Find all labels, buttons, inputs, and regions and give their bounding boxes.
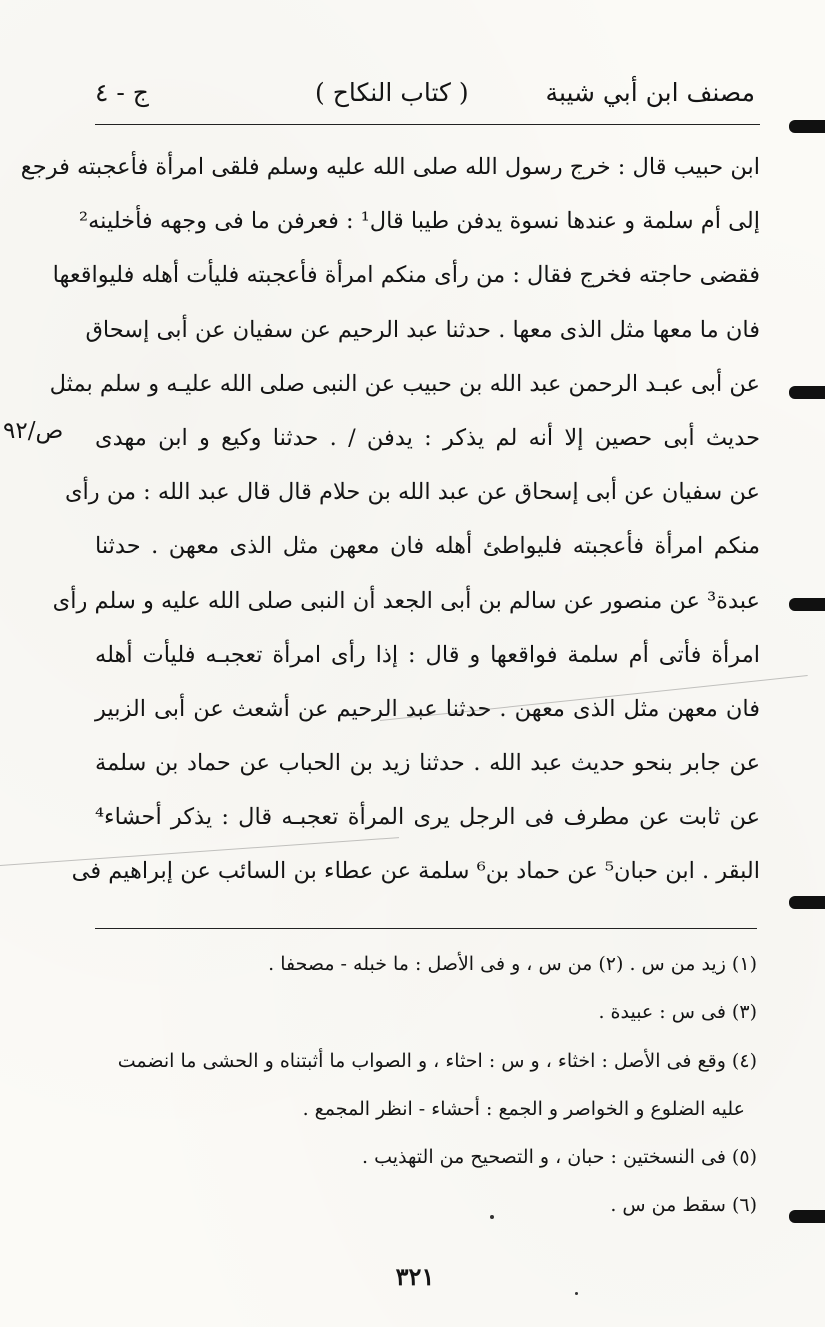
binding-mark (789, 896, 825, 909)
page-header (95, 78, 755, 118)
volume-number: ج - ٤ (95, 78, 149, 107)
text-line: حديث أبى حصين إلا أنه لم يذكر : يدفن / . حدثنا وكيع و ابن مهدى (95, 424, 760, 451)
footnotes (95, 940, 757, 1230)
header-rule (95, 124, 760, 125)
text-line: ابن حبيب قال : خرج رسول الله صلى الله عليه وسلم فلقى امرأة فأعجبته فرجع (20, 154, 760, 180)
binding-mark (789, 120, 825, 133)
text-line: عن ثابت عن مطرف فى الرجل يرى المرأة تعجبـه قال : يذكر أحشاء⁴ (95, 804, 760, 831)
ink-speck (575, 1292, 578, 1295)
margin-page-reference: ص/٩٢ (3, 418, 64, 444)
text-line: عن جابر بنحو حديث عبد الله . حدثنا زيد بن الحباب عن حماد بن سلمة (95, 750, 760, 777)
binding-mark (789, 1210, 825, 1223)
text-line: امرأة فأتى أم سلمة فواقعها و قال : إذا رأى امرأة تعجبـه فليأت أهله (95, 641, 760, 668)
chapter-title: ( كتاب النكاح ) (315, 78, 469, 107)
ink-speck (490, 1215, 494, 1219)
text-line: فقضى حاجته فخرج فقال : من رأى منكم امرأة فأعجبته فليأت أهله فليواقعها (52, 262, 760, 289)
footnote: (٤) وقع فى الأصل : اخثاء ، و س : احثاء ، و الصواب ما أثبتناه و الحشى ما انضمت (117, 1049, 757, 1072)
text-line: البقر . ابن حبان⁵ عن حماد بن⁶ سلمة عن عطاء بن السائب عن إبراهيم فى (71, 858, 760, 885)
footnote-continuation: عليه الضلوع و الخواصر و الجمع : أحشاء - انظر المجمع . (302, 1097, 745, 1120)
binding-mark (789, 598, 825, 611)
text-line: فان ما معها مثل الذى معها . حدثنا عبد الرحيم عن سفيان عن أبى إسحاق (85, 316, 760, 343)
text-line: إلى أم سلمة و عندها نسوة يدفن طيبا قال¹ : فعرفن ما فى وجهه فأخلينه² (79, 208, 760, 235)
footnote: (٥) فى النسختين : حبان ، و التصحيح من التهذيب . (362, 1146, 757, 1169)
footnote-rule (95, 928, 757, 929)
text-line: عن أبى عبـد الرحمن عبد الله بن حبيب عن النبى صلى الله عليـه و سلم بمثل (49, 370, 760, 397)
footnote: (٣) فى س : عبيدة . (598, 1001, 757, 1024)
page-number: ٣٢١ (395, 1262, 435, 1291)
text-line: فان معهن مثل الذى معهن . حدثنا عبد الرحيم عن أشعث عن أبى الزبير (95, 695, 760, 722)
text-line: عبدة³ عن منصور عن سالم بن أبى الجعد أن النبى صلى الله عليه و سلم رأى (52, 587, 760, 614)
text-line: منكم امرأة فأعجبته فليواطئ أهله فان معهن مثل الذى معهن . حدثنا (95, 533, 760, 560)
text-line: عن سفيان عن أبى إسحاق عن عبد الله بن حلام قال قال عبد الله : من رأى (64, 479, 760, 506)
footnote: (١) زيد من س . (٢) من س ، و فى الأصل : ما خبله - مصحفا . (268, 953, 757, 975)
book-title: مصنف ابن أبي شيبة (545, 78, 755, 107)
binding-mark (789, 386, 825, 399)
footnote: (٦) سقط من س . (610, 1194, 757, 1217)
